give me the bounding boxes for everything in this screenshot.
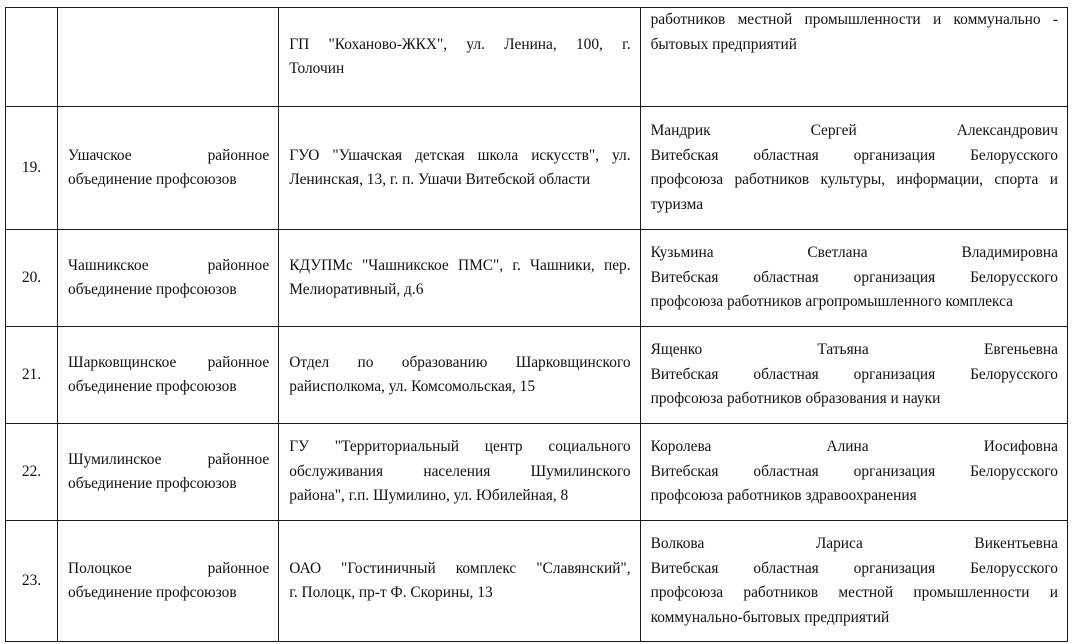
venue-cell xyxy=(279,327,640,424)
representative-cell-line: Витебская областная организация Белорусского xyxy=(650,365,1058,383)
representative-cell-line: коммунально-бытовых предприятий xyxy=(650,608,890,626)
organization-cell xyxy=(58,327,279,424)
representative-cell-line: профсоюза работников культуры, информации, спорта и xyxy=(650,171,1058,188)
representative-cell xyxy=(640,107,1067,230)
venue-cell-line: Отдел по образованию Шарковщинского xyxy=(289,353,631,371)
venue-cell-line: ГП "Коханово-ЖКХ", ул. Ленина, 100, г. xyxy=(289,35,631,53)
representative-cell-line: профсоюза работников образования и науки xyxy=(650,390,941,408)
row-number: 20. xyxy=(6,230,58,327)
venue-cell-line: района", г.п. Шумилино, ул. Юбилейная, 8 xyxy=(289,487,569,505)
venue-cell xyxy=(279,107,640,230)
organization-cell-line: Чашникское районное xyxy=(68,256,270,274)
representative-cell-line: Кузьмина Светлана Владимировна xyxy=(650,244,1058,262)
trade-union-table xyxy=(5,7,1068,642)
venue-cell-line: Ленинская, 13, г. п. Ушачи Витебской области xyxy=(289,171,591,188)
table-row xyxy=(6,521,1068,642)
organization-cell-line: объединение профсоюзов xyxy=(68,378,237,395)
representative-cell xyxy=(640,327,1067,424)
representative-cell-line: Ященко Татьяна Евгеньевна xyxy=(650,341,1058,359)
representative-cell-line: туризма xyxy=(650,195,704,213)
organization-cell-line: объединение профсоюзов xyxy=(68,584,237,601)
representative-cell xyxy=(640,230,1067,327)
organization-cell-line: объединение профсоюзов xyxy=(68,475,237,492)
representative-cell-line: Королева Алина Иосифовна xyxy=(650,438,1058,456)
table-row xyxy=(6,424,1068,521)
organization-cell xyxy=(58,107,279,230)
representative-cell-line: Витебская областная организация Белорусского xyxy=(650,559,1058,577)
venue-cell-line: ГУО "Ушачская детская школа искусств", ул. xyxy=(289,146,631,164)
row-number: 22. xyxy=(6,424,58,521)
organization-cell xyxy=(58,8,279,107)
representative-cell-line: профсоюза работников местной промышленности и xyxy=(650,584,1058,601)
venue-cell-line: г. Полоцк, пр-т Ф. Скорины, 13 xyxy=(289,584,493,601)
row-number: 19. xyxy=(6,107,58,230)
table-row xyxy=(6,327,1068,424)
representative-cell-line: Мандрик Сергей Александрович xyxy=(650,122,1058,139)
representative-cell-line: Витебская областная организация Белорусского xyxy=(650,462,1058,480)
venue-cell-line: КДУПМс "Чашникское ПМС", г. Чашники, пер. xyxy=(289,256,631,274)
venue-cell xyxy=(279,8,640,107)
organization-cell-line: объединение профсоюзов xyxy=(68,281,237,298)
representative-cell xyxy=(640,521,1067,642)
representative-cell-line: Волкова Лариса Викентьевна xyxy=(650,535,1058,552)
organization-cell-line: Шумилинское районное xyxy=(68,450,270,468)
table-body xyxy=(6,8,1068,642)
venue-cell-line: обслуживания населения Шумилинского xyxy=(289,462,631,480)
venue-cell-line: Толочин xyxy=(289,60,345,77)
organization-cell xyxy=(58,424,279,521)
row-number xyxy=(6,8,58,107)
representative-cell-line: Витебская областная организация Белорусского xyxy=(650,268,1058,286)
representative-cell-line: работников местной промышленности и коммунально - xyxy=(650,11,1058,28)
organization-cell-line: Ушачское районное xyxy=(68,146,270,164)
representative-cell xyxy=(640,424,1067,521)
row-number: 23. xyxy=(6,521,58,642)
row-number: 21. xyxy=(6,327,58,424)
representative-cell-line: профсоюза работников агропромышленного комплекса xyxy=(650,293,1013,311)
venue-cell-line: ГУ "Территориальный центр социального xyxy=(289,438,631,456)
representative-cell-line: бытовых предприятий xyxy=(650,35,797,53)
venue-cell-line: Мелиоративный, д.6 xyxy=(289,281,424,298)
table-row xyxy=(6,8,1068,107)
table-row xyxy=(6,107,1068,230)
table-row xyxy=(6,230,1068,327)
venue-cell-line: ОАО "Гостиничный комплекс "Славянский", xyxy=(289,559,631,577)
venue-cell xyxy=(279,521,640,642)
representative-cell xyxy=(640,8,1067,107)
venue-cell-line xyxy=(289,8,630,33)
organization-cell xyxy=(58,230,279,327)
venue-cell xyxy=(279,230,640,327)
organization-cell-line: объединение профсоюзов xyxy=(68,171,237,188)
organization-cell-line: Полоцкое районное xyxy=(68,559,270,577)
representative-cell-line: профсоюза работников здравоохранения xyxy=(650,487,917,505)
venue-cell xyxy=(279,424,640,521)
organization-cell-line: Шарковщинское районное xyxy=(68,353,270,371)
venue-cell-line: райисполкома, ул. Комсомольская, 15 xyxy=(289,378,536,395)
organization-cell xyxy=(58,521,279,642)
representative-cell-line: Витебская областная организация Белорусского xyxy=(650,146,1058,164)
